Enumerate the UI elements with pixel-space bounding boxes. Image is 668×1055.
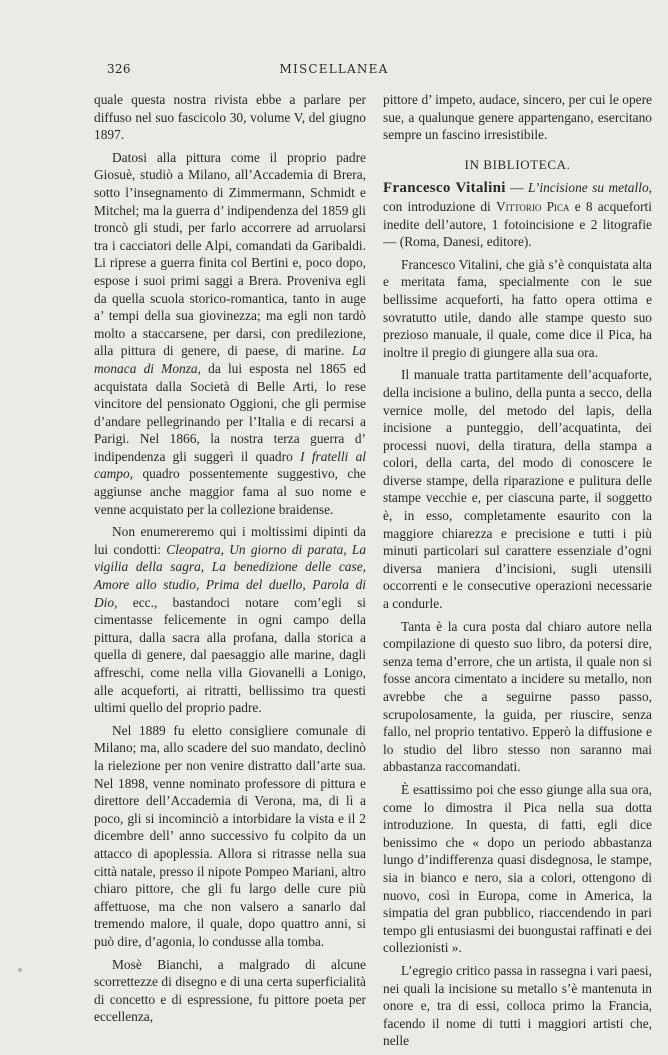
- paragraph: Francesco Vitalini, che già s’è conquistata alta e meritata fama, specialmente con le sue bellissime acqueforti, ha fatto opera ottima e sovratutto utile, dando alle stampe questo suo prezioso manuale, il quale, come dice il Pica, ha inoltre il pregio di giungere alla sua ora.: [383, 256, 652, 360]
- paragraph: Non enumereremo qui i moltissimi dipinti da lui condotti: Cleopatra, Un giorno di parata, La vigilia della sagra, La benedizione delle case, Amore allo studio, Prima del duello, Parola di Dio, ecc., bastandoci notare com’egli si cimentasse felicemente in ogni campo della pittura, dalla sacra alla profana, dalla storica a quella di genere, dal paesaggio alle marine, dagli affreschi, come nella villa Giovanelli a Lonigo, alle acqueforti, ai ritratti, bellissimo tra questi ultimi quello del proprio padre.: [94, 524, 367, 716]
- artwork-title: I fratelli al campo: [94, 448, 366, 482]
- paragraph: pittore d’ impeto, audace, sincero, per cui le opere sue, a qualunque genere appartengano, esercitano sempre un fascino irresistibile.: [383, 92, 652, 143]
- right-column: [383, 91, 652, 1055]
- paragraph: Il manuale tratta partitamente dell’acquaforte, della incisione a bulino, della punta a secco, della vernice molle, del metodo del lapis, della incisione a punteggio, dell’acquatinta, dei processi nuovi, della tiratura, della stampa a colori, della carta, del modo di conoscere le diverse stampe, della riparazione e pulitura delle stampe vecchie e, per ciascuna parte, il soggetto è, in esso, completamente esaurito con la maggiore chiarezza e precisione e tutti i più minuti particolari sul carattere essenziale d’ogni diversa maniera d’incisioni, sugli utensili occorrenti e le consecutive operazioni necessarie a condurle.: [383, 367, 652, 612]
- book-entry: Francesco Vitalini — L’incisione su metallo, con introduzione di Vittorio Pica e 8 acqueforti inedite dell’autore, 1 fotoincisione e 2 litografie — (Roma, Danesi, editore).: [383, 180, 652, 250]
- paragraph: Nel 1889 fu eletto consigliere comunale di Milano; ma, allo scadere del suo mandato, declinò la rielezione per non venire distratto dall’arte sua. Nel 1898, venne nominato professore di pittura e direttore dell’Accademia di Verona, ma, di lì a poco, gli si incominciò a intorbidare la vista e il 2 dicembre dell’ anno successivo fu colpito da un attacco di apoplessia. Allora si ritrasse nella sua città natale, presso il nipote Pompeo Mariani, altro chiaro pittore, che gli fu largo delle cure più affettuose, ma che non valsero a sanarlo dal tremendo malore, il quale, dopo quattro anni, si può dire, d’agonia, lo condusse alla tomba.: [94, 722, 366, 949]
- section-heading: IN BIBLIOTECA.: [464, 156, 571, 172]
- running-head: MISCELLANEA: [279, 62, 389, 76]
- book-title: L’incisione su metallo: [527, 180, 649, 196]
- page-number: 326: [107, 62, 131, 76]
- artwork-title: La monaca di Monza: [94, 343, 366, 376]
- paragraph: È esattissimo poi che esso giunge alla sua ora, come lo dimostra il Pica nella sua dotta introduzione. In questa, di fatti, egli dice benissimo che « dopo un periodo abbastanza lungo d’indifferenza quasi disdegnosa, le stampe, sia in bianco e nero, sia a colori, ottengono di nuovo, così in Europa, come in America, la simpatia del gran pubblico, riaccendendo in pari tempo gli entusiasmi dei buongustai raffinati e dei collezionisti ».: [383, 781, 652, 956]
- paragraph: Tanta è la cura posta dal chiaro autore nella compilazione di questo suo libro, da potersi dire, senza tema d’errore, che un artista, il quale non si fosse ancora cimentato a incidere su metallo, non avrebbe che a seguirne passo passo, scrupolosamente, la guida, per riuscire, senza fallo, nel proprio tentativo. Epperò la diffusione e lo studio del libro stesso non saranno mai abbastanza raccomandati.: [383, 618, 652, 775]
- paragraph: Datosi alla pittura come il proprio padre Giosuè, studiò a Milano, all’Accademia di Brera, sotto l’insegnamento di Zimmermann, Schmidt e Mitchel; ma la guerra d’ indipendenza del 1859 gli troncò gli studi, per farlo accorrere ad arruolarsi tra i cacciatori delle Alpi, comandati da Garibaldi. Li riprese a guerra finita col Bertini e, poco dopo, espose i suoi primi saggi a Brera. Proveniva egli da quella scuola storico-romantica, tanto in auge a’ tempi della sua giovinezza; ma egli non tardò molto a staccarsene, per darsi, con predilezione, alla pittura di genere, di paese, di marine. La monaca di Monza, da lui esposta nel 1865 ed acquistata dalla Società di Belle Arti, lo rese vincitore del pensionato Oggioni, che gli permise d’andare pellegrinando per l’Italia e di recarsi a Parigi. Nel 1866, la nostra terza guerra d’ indipendenza gli suggerì il quadro I fratelli al campo, quadro possentemente suggestivo, che aggiunse anche maggior fama al suo nome e venne acquistato per la collezione braidense.: [94, 149, 366, 517]
- entry-author: Francesco Vitalini: [383, 180, 506, 197]
- left-column: [94, 91, 366, 1031]
- paper-speck: [18, 968, 22, 972]
- artwork-list: Cleopatra, Un giorno di parata, La vigilia della sagra, La benedizione delle case, Amore allo studio, Prima del duello, Parola di Dio: [94, 541, 367, 610]
- paragraph: Mosè Bianchi, a malgrado di alcune scorrettezze di disegno e di una certa superficialità di concetto e di espressione, fu pittore poeta per eccellenza,: [94, 956, 366, 1025]
- paragraph: L’egregio critico passa in rassegna i vari paesi, nei quali la incisione su metallo s’è mantenuta in onore e, tra di essi, colloca primo la Francia, facendo il nome di tutti i maggiori artisti che, nelle: [383, 962, 652, 1049]
- paragraph: quale questa nostra rivista ebbe a parlare per diffuso nel suo fascicolo 30, volume V, del giugno 1897.: [94, 92, 366, 143]
- introduction-author: Vittorio Pica: [495, 198, 570, 214]
